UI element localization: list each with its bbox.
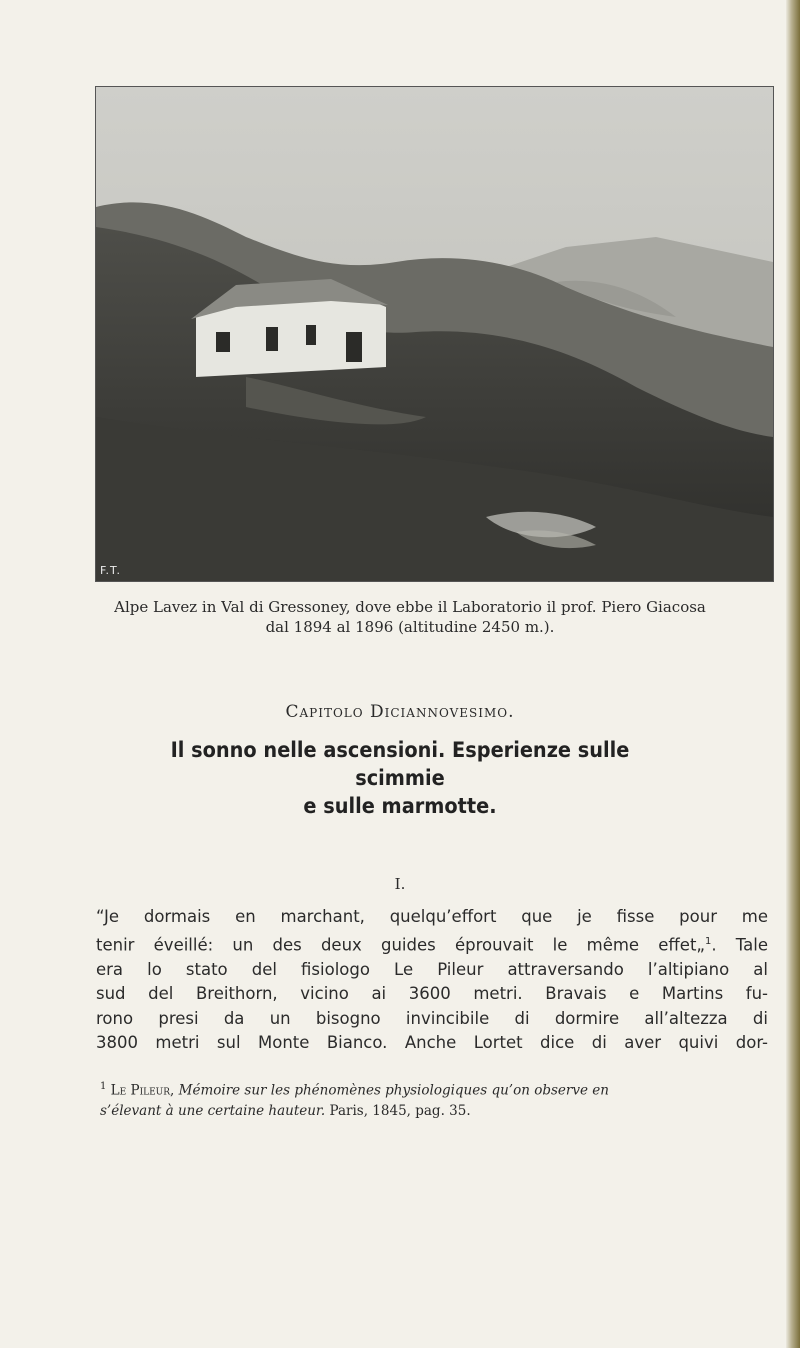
caption-line: dal 1894 al 1896 (altitudine 2450 m.).: [265, 618, 555, 636]
chapter-title: [142, 736, 657, 820]
footnote-line: [100, 1101, 768, 1121]
landscape-illustration: [96, 87, 773, 581]
title-line: e sulle marmotte.: [303, 794, 497, 818]
body-line: 3800 metri sul Monte Bianco. Anche Lortet dice di aver quivi dor-: [96, 1033, 768, 1053]
page-edge: [786, 0, 800, 1348]
section-number: I.: [394, 875, 406, 893]
footnote-title: Mémoire sur les phénomènes physiologiques qu’on observe en: [178, 1082, 609, 1099]
photo-caption: [100, 597, 720, 637]
body-line: “Je dormais en marchant, quelqu’effort que je fisse pour me: [96, 907, 768, 926]
chapter-heading: Capitolo Diciannovesimo.: [285, 702, 515, 722]
title-line: Il sonno nelle ascensioni. Esperienze sulle scimmie: [170, 738, 630, 790]
footnote-line: [100, 1077, 768, 1101]
footnote-publication: Paris, 1845, pag. 35.: [329, 1102, 471, 1119]
photographer-mark: F.T.: [100, 564, 121, 577]
body-line: era lo stato del fisiologo Le Pileur attraversando l’altipiano al: [96, 959, 768, 979]
body-line: sud del Breithorn, vicino ai 3600 metri. Bravais e Martins fu-: [96, 984, 768, 1004]
footnote-number: 1: [100, 1081, 107, 1092]
mountain-photo: [95, 86, 774, 582]
body-line: rono presi da un bisogno invincibile di dormire all’altezza di: [96, 1008, 768, 1028]
body-paragraph: [96, 905, 768, 1056]
footnote-title: s’élevant à une certaine hauteur.: [100, 1102, 326, 1119]
body-line-part: . Tale: [711, 935, 768, 955]
body-line-part: tenir éveillé: un des deux guides éprouvait le même effet„: [96, 935, 705, 955]
caption-line: Alpe Lavez in Val di Gressoney, dove ebbe il Laboratorio il prof. Piero Giacosa: [114, 598, 706, 616]
body-line: [96, 930, 768, 958]
footnote: [100, 1077, 768, 1121]
footnote-ref: 1: [704, 935, 712, 947]
footnote-author: Le Pileur,: [110, 1082, 175, 1099]
